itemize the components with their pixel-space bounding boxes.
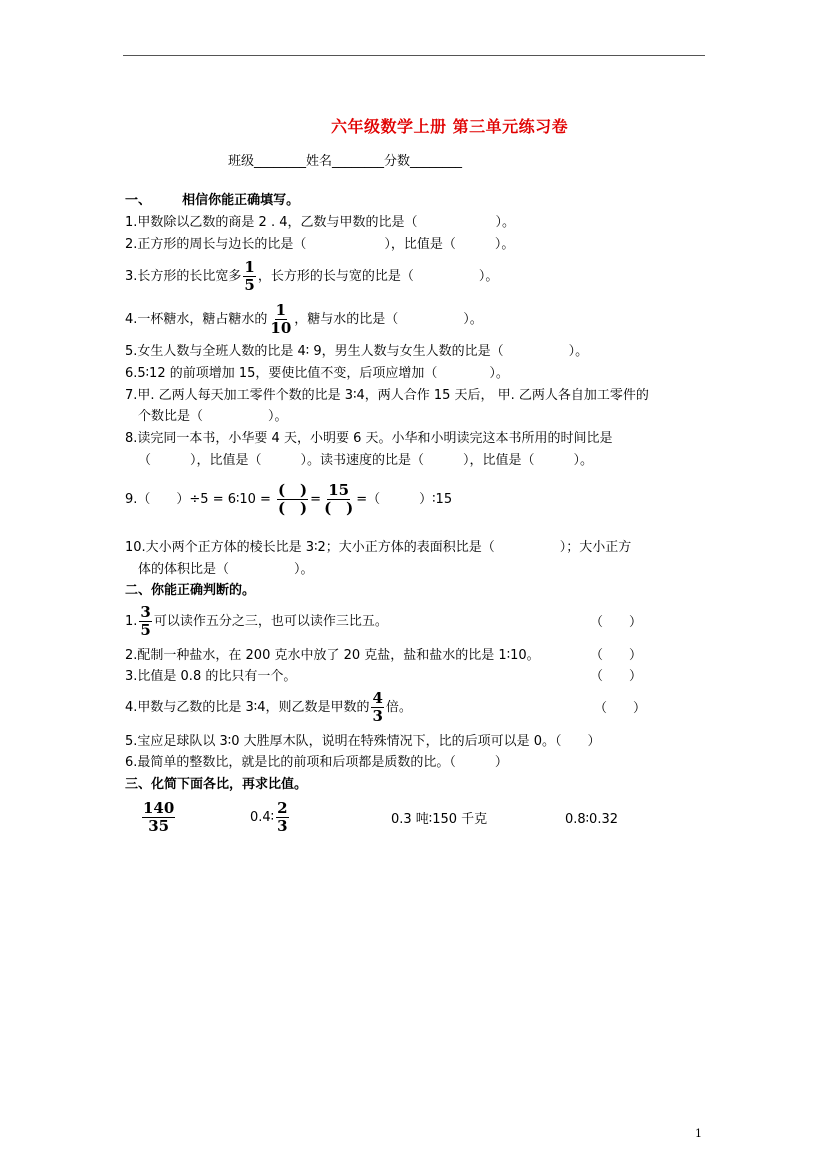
page-number: 1: [695, 1127, 702, 1140]
equals-sign: =: [310, 492, 322, 507]
fraction-numerator: 1: [275, 301, 287, 319]
judge-3: 3.比值是 0.8 的比只有一个。: [125, 669, 297, 684]
simplify-4: 0.8∶0.32: [565, 812, 619, 827]
fraction-denominator: 5: [244, 276, 255, 294]
fraction: [269, 302, 292, 337]
judge-1: [125, 604, 388, 639]
header-rule: [123, 55, 705, 56]
question-4-post: ，糖与水的比是（ ）。: [294, 312, 483, 327]
fraction-denominator: 10: [270, 319, 292, 337]
judge-4: [125, 690, 412, 725]
question-9-pre: 9.（ ）÷5 = 6∶10 =: [125, 492, 271, 507]
section-2-header: 二、你能正确判断的。: [125, 583, 256, 598]
fraction-numerator: 140: [143, 799, 175, 817]
judge-4-paren: （ ）: [594, 701, 647, 716]
simplify-2: [250, 800, 291, 835]
simplify-2-pre: 0.4∶: [250, 810, 275, 825]
fraction-denominator: ( ): [324, 499, 354, 517]
judge-1-pre: 1.: [125, 614, 138, 629]
section-1-header: [125, 192, 299, 210]
fraction: [243, 259, 255, 294]
fraction: [277, 482, 308, 517]
question-6: 6.5∶12 的前项增加 15，要使比值不变，后项应增加（ ）。: [125, 366, 509, 381]
question-7-line-1: 7.甲. 乙两人每天加工零件个数的比是 3∶4，两人合作 15 天后， 甲. 乙两人各自加工零件的: [125, 388, 649, 403]
student-info-line: 班级________姓名________分数________: [228, 154, 463, 169]
question-10-line-1: 10.大小两个正方体的棱长比是 3∶2；大小正方体的表面积比是（ ）；大小正方: [125, 540, 632, 555]
question-4: [125, 302, 483, 337]
judge-1-post: 可以读作五分之三，也可以读作三比五。: [153, 614, 388, 629]
fraction: [323, 482, 354, 517]
judge-2-paren: （ ）: [590, 648, 643, 663]
question-1: 1.甲数除以乙数的商是 2 . 4，乙数与甲数的比是（ ）。: [125, 215, 515, 230]
question-10-line-2: 体的体积比是（ ）。: [138, 562, 314, 577]
fraction-denominator: 35: [148, 817, 170, 835]
fraction-numerator: 4: [372, 689, 383, 707]
judge-3-paren: （ ）: [590, 669, 643, 684]
simplify-1: [140, 800, 177, 835]
fraction-numerator: 2: [277, 799, 288, 817]
section-3-header: 三、化简下面各比，再求比值。: [125, 777, 308, 792]
question-3-post: ，长方形的长与宽的比是（ ）。: [257, 269, 499, 284]
question-3: [125, 259, 498, 294]
fraction-denominator: ( ): [277, 499, 308, 517]
question-9: [125, 482, 452, 517]
judge-5: 5.宝应足球队以 3∶0 大胜厚木队，说明在特殊情况下，比的后项可以是 0。（ ）: [125, 734, 601, 749]
fraction-denominator: 3: [277, 817, 288, 835]
question-4-pre: 4.一杯糖水，糖占糖水的: [125, 312, 268, 327]
question-9-post: =（ ）∶15: [356, 492, 453, 507]
judge-1-paren: （ ）: [590, 615, 643, 630]
fraction: [142, 800, 175, 835]
simplify-3: 0.3 吨∶150 千克: [391, 812, 488, 827]
fraction-numerator: ( ): [277, 481, 308, 499]
judge-4-pre: 4.甲数与乙数的比是 3∶4，则乙数是甲数的: [125, 700, 370, 715]
page-title: 六年级数学上册 第三单元练习卷: [331, 117, 569, 136]
question-3-pre: 3.长方形的长比宽多: [125, 269, 242, 284]
question-8-line-2: （ ），比值是（ ）。读书速度的比是（ ），比值是（ ）。: [138, 453, 594, 468]
question-8-line-1: 8.读完同一本书，小华要 4 天，小明要 6 天。小华和小明读完这本书所用的时间比是: [125, 431, 613, 446]
fraction-numerator: 3: [140, 603, 151, 621]
fraction-denominator: 5: [140, 621, 151, 639]
fraction-numerator: 1: [244, 258, 255, 276]
question-5: 5.女生人数与全班人数的比是 4∶ 9，男生人数与女生人数的比是（ ）。: [125, 344, 589, 359]
question-2: 2.正方形的周长与边长的比是（ ），比值是（ ）。: [125, 237, 515, 252]
judge-2: 2.配制一种盐水，在 200 克水中放了 20 克盐，盐和盐水的比是 1∶10。: [125, 648, 540, 663]
section-1-number: 一、: [125, 193, 152, 208]
section-1-title: 相信你能正确填写。: [182, 193, 300, 208]
judge-4-post: 倍。: [385, 700, 412, 715]
fraction: [276, 800, 288, 835]
judge-6: 6.最简单的整数比，就是比的前项和后项都是质数的比。（ ）: [125, 755, 508, 770]
question-7-line-2: 个数比是（ ）。: [138, 409, 288, 424]
fraction-denominator: 3: [372, 707, 383, 725]
fraction: [139, 604, 151, 639]
fraction: [371, 690, 383, 725]
fraction-numerator: 15: [328, 481, 350, 499]
